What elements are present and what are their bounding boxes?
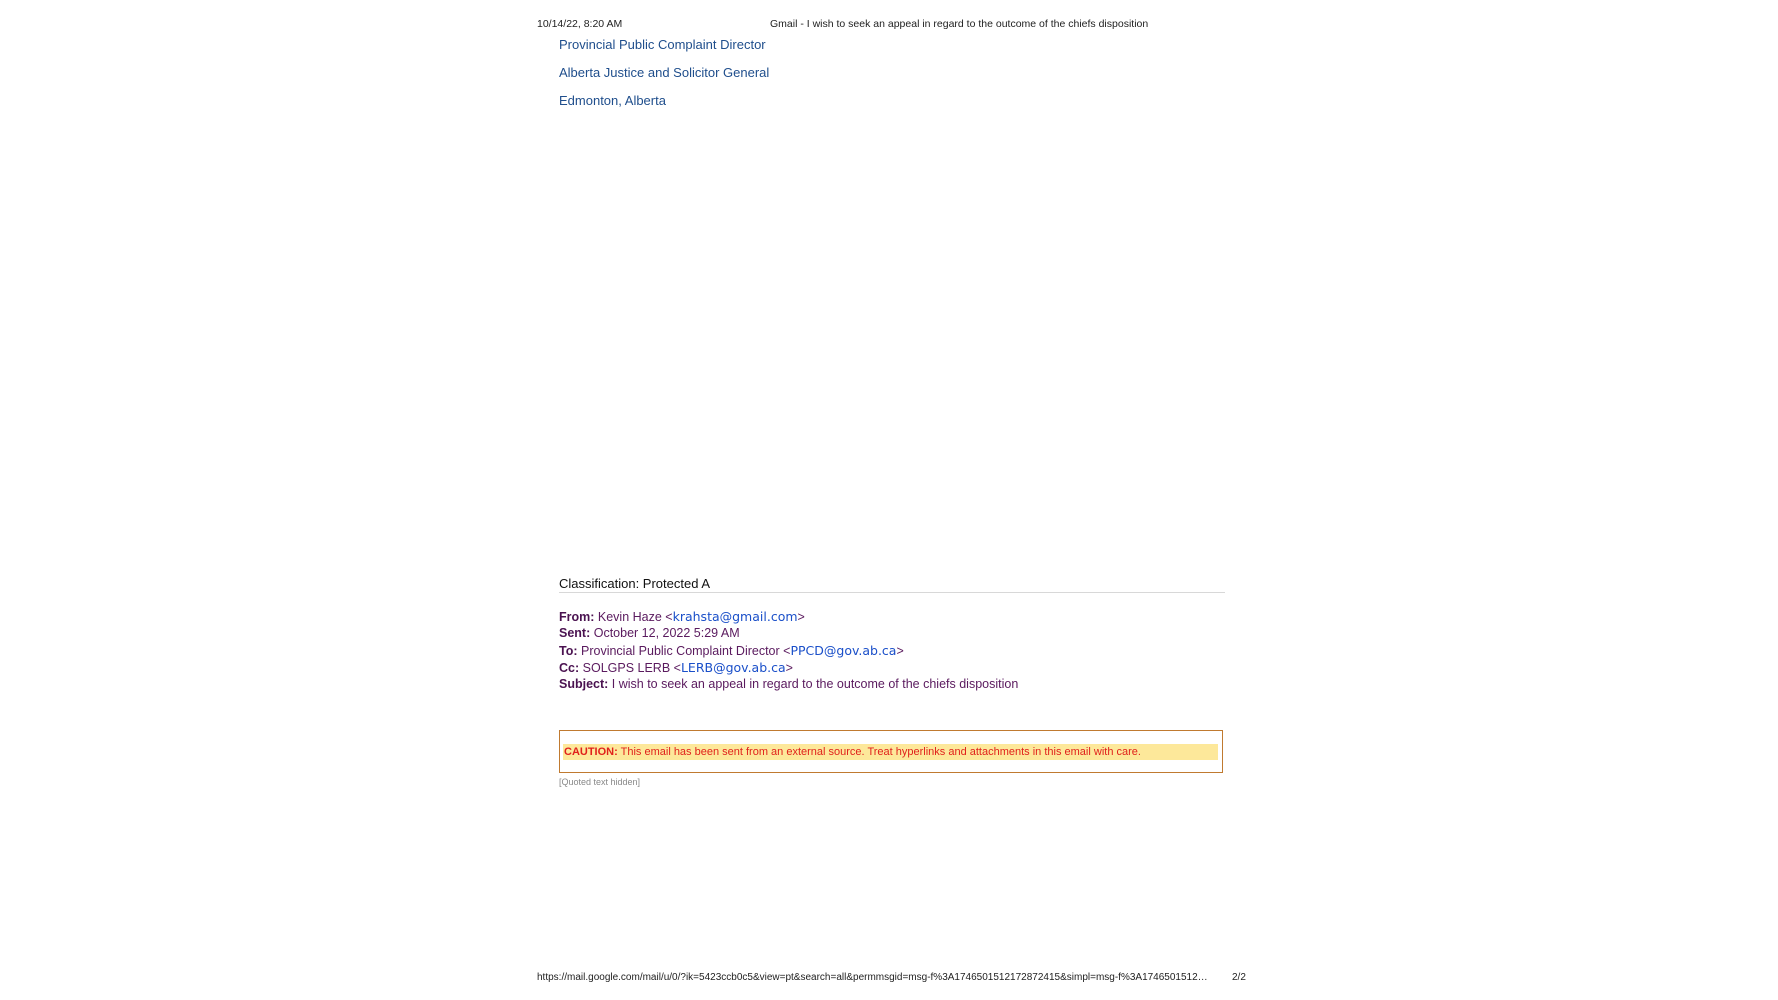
- to-line: [559, 643, 904, 658]
- print-footer-url: https://mail.google.com/mail/u/0/?ik=5423ccb0c5&view=pt&search=all&permmsgid=msg-f%3A1746501512172872415&simpl=msg-f%3A1746501512…: [537, 972, 1208, 983]
- classification-label: Classification: Protected A: [559, 576, 711, 591]
- cc-label: Cc:: [559, 661, 580, 675]
- sent-value: October 12, 2022 5:29 AM: [590, 626, 740, 640]
- print-footer-page-number: 2/2: [1232, 972, 1246, 983]
- from-close: >: [797, 610, 805, 624]
- signature-line-department: Alberta Justice and Solicitor General: [559, 65, 770, 80]
- from-label: From:: [559, 610, 595, 624]
- sent-label: Sent:: [559, 626, 591, 640]
- print-header-datetime: 10/14/22, 8:20 AM: [537, 18, 623, 30]
- from-line: [559, 609, 805, 624]
- print-header-title: Gmail - I wish to seek an appeal in regard to the outcome of the chiefs disposition: [770, 18, 1149, 30]
- cc-name: SOLGPS LERB <: [579, 661, 681, 675]
- quoted-text-hidden[interactable]: [Quoted text hidden]: [559, 777, 641, 787]
- signature-line-title: Provincial Public Complaint Director: [559, 37, 766, 52]
- caution-banner: [559, 730, 1223, 773]
- from-email-link[interactable]: krahsta@gmail.com: [672, 609, 798, 624]
- caution-label: CAUTION:: [564, 746, 618, 758]
- to-label: To:: [559, 644, 578, 658]
- to-close: >: [896, 644, 904, 658]
- from-name: Kevin Haze <: [594, 610, 673, 624]
- to-name: Provincial Public Complaint Director <: [577, 644, 791, 658]
- subject-line: [559, 677, 1018, 691]
- caution-text: [563, 744, 1218, 760]
- cc-close: >: [785, 661, 793, 675]
- to-email-link[interactable]: PPCD@gov.ab.ca: [790, 643, 897, 658]
- cc-email-link[interactable]: LERB@gov.ab.ca: [680, 660, 786, 675]
- cc-line: [559, 660, 793, 675]
- sent-line: [559, 626, 740, 640]
- signature-line-location: Edmonton, Alberta: [559, 93, 666, 108]
- divider: [559, 592, 1225, 593]
- subject-value: I wish to seek an appeal in regard to the outcome of the chiefs disposition: [608, 677, 1019, 691]
- caution-message: This email has been sent from an external source. Treat hyperlinks and attachments in this email with care.: [617, 746, 1141, 758]
- subject-label: Subject:: [559, 677, 609, 691]
